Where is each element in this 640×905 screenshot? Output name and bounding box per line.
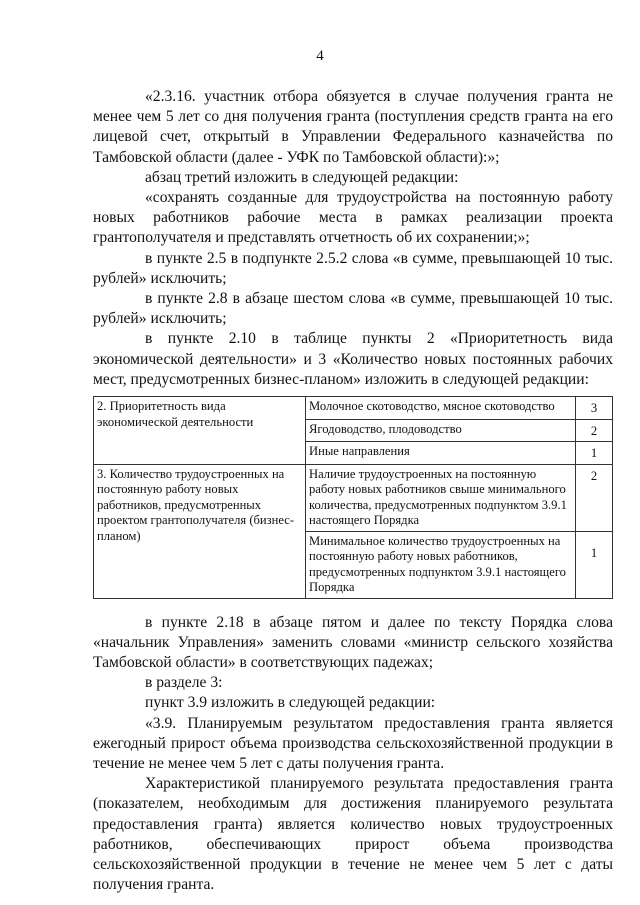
paragraph: Характеристикой планируемого результата предоставления гранта (показателем, необходимым для достижения планируемого результата предоставления гранта) является количество новых трудоустроенных работников, обеспечивающих прирост объема производства сельскохозяйственной продукции в течение не менее чем 5 лет с даты получения гранта. [93,775,613,894]
criterion-item: Минимальное количество трудоустроенных на постоянную работу новых работников, предусмотренных подпунктом 3.9.1 настоящего Порядка [306,531,576,598]
criterion-item: Ягодоводство, плодоводство [306,419,576,442]
criterion-item: Наличие трудоустроенных на постоянную работу новых работников свыше минимального количества, предусмотренных подпунктом 3.9.1 настоящего Порядка [306,464,576,531]
criterion-label: 3. Количество трудоустроенных на постоянную работу новых работников, предусмотренных проектом грантополучателя (бизнес-планом) [94,464,306,598]
paragraph: в пункте 2.18 в абзаце пятом и далее по тексту Порядка слова «начальник Управления» заменить словами «министр сельского хозяйства Тамбовской области» в соответствующих падежах; [93,613,613,671]
paragraph: в разделе 3: [145,674,223,692]
table-row [94,464,613,531]
page-number: 4 [316,48,324,64]
criterion-score: 1 [576,442,613,465]
paragraph: пункт 3.9 изложить в следующей редакции: [145,694,436,712]
paragraph: «сохранять созданные для трудоустройства на постоянную работу новых работников рабочие места в рамках реализации проекта грантополучателя и представлять отчетность об их сохранении;»; [93,189,613,247]
criterion-label: 2. Приоритетность вида экономической деятельности [94,397,306,465]
criterion-item: Молочное скотоводство, мясное скотоводство [306,397,576,420]
table-row [94,397,613,420]
paragraph: в пункте 2.5 в подпункте 2.5.2 слова «в сумме, превышающей 10 тыс. рублей» исключить; [93,249,613,287]
criterion-item: Иные направления [306,442,576,465]
criterion-score: 3 [576,397,613,420]
paragraph: в пункте 2.8 в абзаце шестом слова «в сумме, превышающей 10 тыс. рублей» исключить; [93,290,613,328]
paragraph: абзац третий изложить в следующей редакции: [145,168,459,186]
paragraph: «3.9. Планируемым результатом предоставления гранта является ежегодный прирост объема производства сельскохозяйственной продукции в течение не менее чем 5 лет с даты получения гранта. [93,714,613,772]
document-body [93,87,613,895]
paragraph: в пункте 2.10 в таблице пункты 2 «Приоритетность вида экономической деятельности» и 3 «Количество новых постоянных рабочих мест, предусмотренных бизнес-планом» изложить в следующей редакции: [93,330,613,388]
paragraph: «2.3.16. участник отбора обязуется в случае получения гранта не менее чем 5 лет со дня получения гранта (поступления средств гранта на его лицевой счет, открытый в Управлении Федерального казначейства по Тамбовской области (далее - УФК по Тамбовской области):»; [93,88,613,166]
criterion-score: 1 [576,531,613,598]
criteria-table [93,396,613,599]
criterion-score: 2 [576,464,613,531]
criterion-score: 2 [576,419,613,442]
